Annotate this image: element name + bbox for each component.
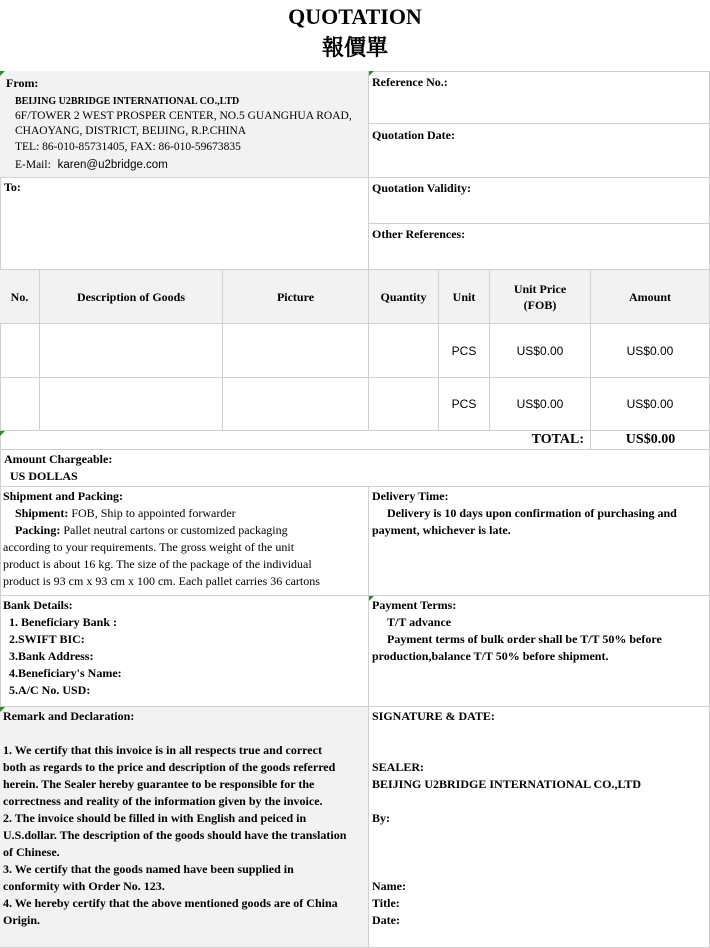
packing-line (3, 522, 365, 539)
from-email-row (15, 159, 168, 171)
table-row-unit[interactable]: PCS (439, 378, 490, 431)
total-label-cell (0, 431, 591, 450)
total-label: TOTAL: (531, 432, 584, 447)
remark-cell (0, 707, 369, 948)
remark-line: conformity with Order No. 123. (3, 879, 165, 893)
table-row-unit-price[interactable]: US$0.00 (490, 378, 591, 431)
to-label: To: (4, 180, 21, 194)
remark-line: Origin. (3, 913, 41, 927)
from-cell (0, 71, 369, 178)
table-row-amount[interactable]: US$0.00 (591, 324, 710, 378)
remark-label: Remark and Declaration: (3, 709, 135, 723)
quotation-date-label: Quotation Date: (372, 128, 455, 142)
table-row-amount[interactable]: US$0.00 (591, 378, 710, 431)
delivery-line: Delivery is 10 days upon confirmation of purchasing and (387, 506, 677, 520)
remark-line: herein. The Sealer hereby guarantee to be responsible for the (3, 777, 315, 791)
packing-detail-line: product is about 16 kg. The size of the package of the individual (3, 557, 312, 571)
from-label: From: (6, 76, 39, 90)
date-label: Date: (372, 913, 400, 927)
quotation-validity-label: Quotation Validity: (372, 181, 472, 195)
bank-item: 3.Bank Address: (9, 649, 94, 663)
shipment-label: Shipment and Packing: (3, 489, 124, 503)
payment-terms-cell (369, 596, 710, 707)
quotation-date-cell[interactable] (369, 124, 710, 178)
table-row-quantity[interactable] (369, 324, 439, 378)
from-address-2: CHAOYANG, DISTRICT, BEIJING, R.P.CHINA (15, 125, 247, 137)
delivery-cell (369, 487, 710, 596)
remark-line: 3. We certify that the goods named have been supplied in (3, 862, 294, 876)
sealer-company: BEIJING U2BRIDGE INTERNATIONAL CO.,LTD (372, 777, 642, 791)
from-company: BEIJING U2BRIDGE INTERNATIONAL CO.,LTD (15, 96, 240, 107)
name-label: Name: (372, 879, 406, 893)
signature-cell (369, 707, 710, 948)
amount-chargeable-label: Amount Chargeable: (4, 452, 113, 466)
packing-text: Pallet neutral cartons or customized packaging (60, 523, 288, 537)
remark-text (3, 708, 367, 929)
payment-line: Payment terms of bulk order shall be T/T 50% before (387, 632, 662, 646)
bank-details-text (3, 597, 122, 699)
quotation-validity-cell[interactable] (369, 178, 710, 224)
remark-line: 2. The invoice should be filled in with English and peiced in (3, 811, 307, 825)
table-row-quantity[interactable] (369, 378, 439, 431)
col-header-unit-price: Unit Price (FOB) (490, 270, 591, 324)
remark-line: 1. We certify that this invoice is in all respects true and correct (3, 743, 322, 757)
col-header-unit: Unit (439, 270, 490, 324)
table-row-unit-price[interactable]: US$0.00 (490, 324, 591, 378)
to-cell[interactable] (0, 178, 369, 270)
packing-detail-line: product is 93 cm x 93 cm x 100 cm. Each pallet carries 36 cartons (3, 574, 320, 588)
total-value: US$0.00 (625, 432, 676, 447)
col-header-description: Description of Goods (40, 270, 223, 324)
table-row-description[interactable] (40, 324, 223, 378)
packing-label: Packing: (15, 523, 61, 537)
comment-marker-icon (0, 431, 5, 436)
remark-line: correctness and reality of the information given by the invoice. (3, 794, 323, 808)
signature-label: SIGNATURE & DATE: (372, 709, 495, 723)
remark-line: both as regards to the price and description of the goods referred (3, 760, 336, 774)
title-zh: 報價單 (321, 35, 388, 60)
table-row-picture[interactable] (223, 324, 369, 378)
shipment-term-text: FOB, Ship to appointed forwarder (68, 506, 236, 520)
other-references-cell[interactable] (369, 224, 710, 270)
shipment-term-label: Shipment: (15, 506, 69, 520)
shipment-cell (0, 487, 369, 596)
email-label: E-Mail: (15, 159, 51, 171)
title-en: QUOTATION (288, 4, 422, 29)
payment-terms-text (372, 597, 662, 665)
other-references-label: Other References: (372, 227, 466, 241)
delivery-line: payment, whichever is late. (372, 523, 511, 537)
remark-line: 4. We hereby certify that the above mentioned goods are of China (3, 896, 338, 910)
col-header-picture: Picture (223, 270, 369, 324)
payment-line: production,balance T/T 50% before shipment. (372, 649, 609, 663)
table-row-no[interactable] (0, 324, 40, 378)
table-row-description[interactable] (40, 378, 223, 431)
col-header-quantity: Quantity (369, 270, 439, 324)
signature-text (372, 708, 641, 929)
shipment-text (3, 488, 365, 590)
bank-item: 2.SWIFT BIC: (9, 632, 85, 646)
bank-details-cell (0, 596, 369, 707)
table-row-unit[interactable]: PCS (439, 324, 490, 378)
remark-line: U.S.dollar. The description of the goods should have the translation (3, 828, 347, 842)
from-address-1: 6F/TOWER 2 WEST PROSPER CENTER, NO.5 GUANGHUA ROAD, (15, 110, 352, 122)
from-tel-fax: TEL: 86-010-85731405, FAX: 86-010-59673835 (15, 141, 241, 153)
sealer-label: SEALER: (372, 760, 425, 774)
col-header-no: No. (0, 270, 40, 324)
amount-chargeable-cell (0, 450, 710, 487)
reference-no-cell[interactable] (369, 71, 710, 124)
payment-line: T/T advance (387, 615, 452, 629)
bank-item: 5.A/C No. USD: (9, 683, 91, 697)
comment-marker-icon (0, 71, 5, 76)
bank-details-label: Bank Details: (3, 598, 73, 612)
title-label: Title: (372, 896, 400, 910)
table-row-no[interactable] (0, 378, 40, 431)
payment-terms-label: Payment Terms: (372, 598, 457, 612)
remark-line: of Chinese. (3, 845, 60, 859)
bank-item: 1. Beneficiary Bank : (9, 615, 117, 629)
packing-detail-line: according to your requirements. The gross weight of the unit (3, 540, 295, 554)
by-label: By: (372, 811, 390, 825)
delivery-text (372, 488, 708, 539)
amount-chargeable-value: US DOLLAS (10, 469, 78, 483)
col-header-amount: Amount (591, 270, 710, 324)
table-row-picture[interactable] (223, 378, 369, 431)
total-value-cell (591, 431, 710, 450)
reference-no-label: Reference No.: (372, 75, 448, 89)
bank-item: 4.Beneficiary's Name: (9, 666, 122, 680)
email-link[interactable]: karen@u2bridge.com (57, 159, 168, 171)
shipment-line (3, 505, 365, 522)
delivery-label: Delivery Time: (372, 489, 449, 503)
